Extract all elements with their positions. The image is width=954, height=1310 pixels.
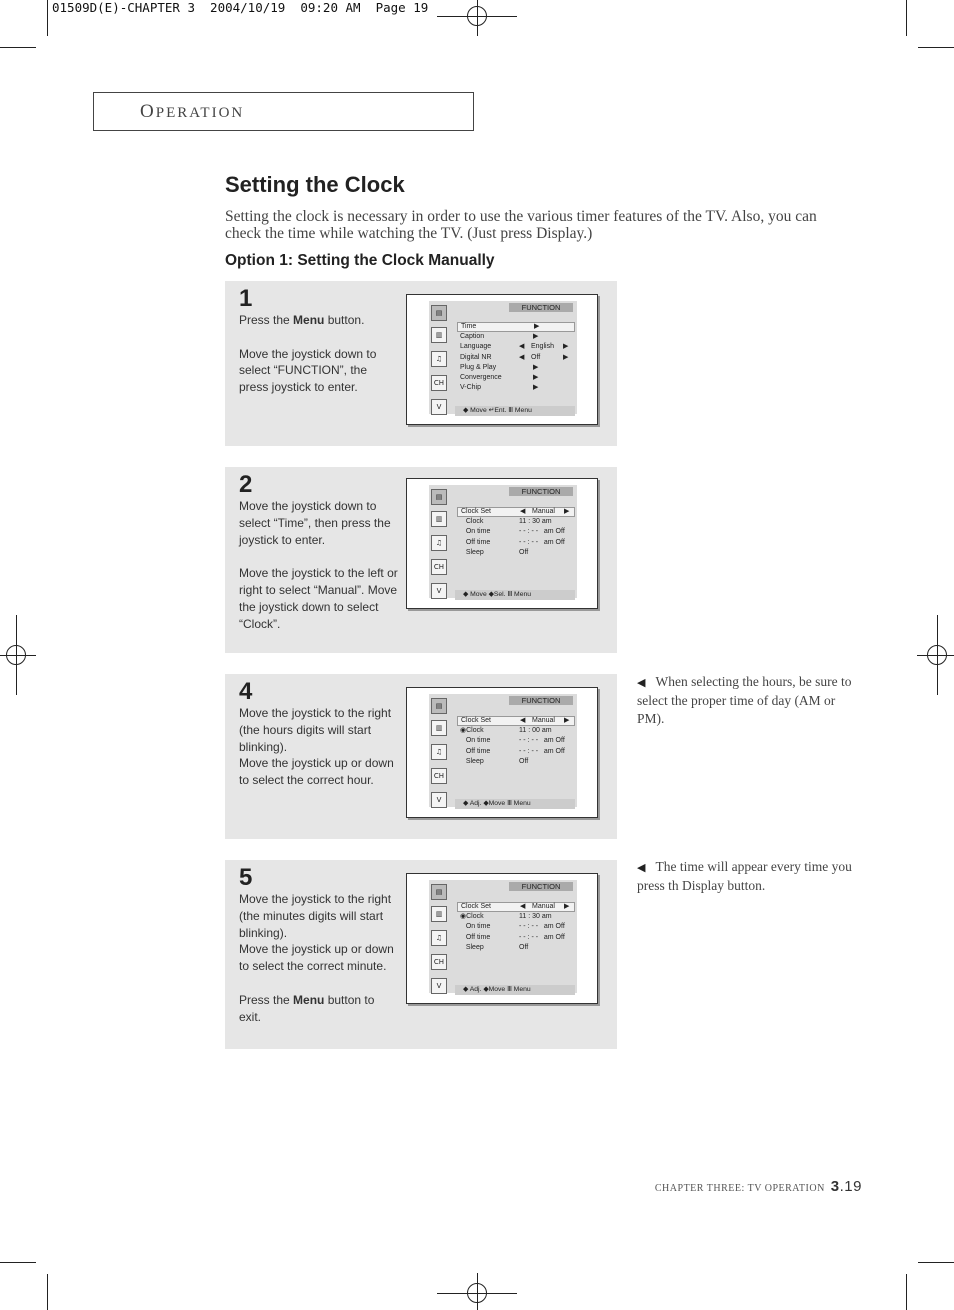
right-arrow-icon: ▶ [533, 333, 539, 341]
option-subtitle: Option 1: Setting the Clock Manually [225, 252, 495, 269]
section-rest: PERATION [155, 105, 245, 121]
crop-mark [918, 1262, 954, 1263]
osd-menu-title: FUNCTION [509, 303, 573, 312]
osd-item-value: Off [531, 353, 541, 361]
print-slug: 01509D(E)-CHAPTER 3 2004/10/19 09:20 AM Page 19 [52, 0, 429, 15]
osd-item-value: Manual [532, 508, 555, 515]
osd-menu-rows [457, 902, 575, 953]
osd-item-label: ◉Clock [460, 913, 484, 921]
instruction-line [239, 992, 399, 1026]
page-number-minor: .19 [839, 1178, 862, 1195]
osd-item-value: Manual [532, 903, 555, 910]
crop-mark [0, 1262, 36, 1263]
step-panel [225, 467, 617, 653]
section-header [140, 101, 244, 123]
osd-item-label: Sleep [460, 943, 484, 951]
step-number: 1 [239, 285, 253, 312]
osd-item-label: Time [461, 323, 477, 330]
function-menu-icon: ♫ [431, 930, 447, 946]
crop-mark [0, 47, 36, 48]
right-arrow-icon: ▶ [564, 508, 570, 515]
instruction-text: Press the [239, 992, 294, 1007]
picture-menu-icon: ▤ [431, 884, 447, 900]
osd-menu-item [457, 538, 575, 548]
note-text: The time will appear every time you press th Display button. [637, 859, 852, 893]
tv-screen-figure [406, 294, 598, 425]
osd-menu-item [457, 363, 575, 373]
crop-mark [918, 47, 954, 48]
sound-menu-icon: ▥ [431, 511, 447, 527]
osd-menu-item [457, 933, 575, 943]
vchip-menu-icon: V [431, 399, 447, 415]
intro-paragraph: Setting the clock is necessary in order to use the various timer features of the TV. Also, you can check the time while watching the TV. (Just press Display.) [225, 208, 817, 242]
osd-item-label: V-Chip [460, 384, 482, 392]
sound-menu-icon: ▥ [431, 327, 447, 343]
button-name: Menu [293, 313, 325, 327]
osd-item-label: Digital NR [460, 353, 492, 361]
sound-menu-icon: ▥ [431, 906, 447, 922]
instruction-text: Move the joystick up or down to select the correct minute. [239, 942, 394, 974]
note-text: When selecting the hours, be sure to select the proper time of day (AM or PM). [637, 674, 852, 726]
osd-menu-title: FUNCTION [509, 882, 573, 891]
osd-menu-item [457, 726, 575, 736]
right-arrow-icon: ▶ [533, 373, 539, 381]
osd-menu-item [457, 373, 575, 383]
step-number: 5 [239, 864, 253, 891]
right-arrow-icon: ▶ [534, 323, 540, 330]
instruction-text: Move the joystick to the right (the minutes digits will start blinking). [239, 892, 392, 940]
osd-item-value: - - : - - am Off [519, 538, 565, 546]
registration-mark-icon [457, 0, 497, 36]
osd-item-value: English [531, 343, 554, 351]
osd-menu-item [457, 736, 575, 746]
osd-help-bar: ◆ Move ↵Ent. Ⅲ Menu [455, 406, 575, 416]
osd-menu-rows [457, 507, 575, 558]
osd-menu-rows [457, 322, 575, 393]
step-panel [225, 281, 617, 446]
section-initial: O [140, 101, 156, 122]
left-arrow-icon: ◀ [520, 508, 526, 515]
paragraph-gap [239, 548, 399, 565]
osd-menu-item [457, 507, 575, 517]
osd-item-label: Off time [460, 933, 491, 941]
tv-screen-figure [406, 873, 598, 1004]
instruction-line [239, 565, 399, 632]
osd-menu-item [457, 716, 575, 726]
osd-item-label: Caption [460, 333, 485, 341]
registration-mark-icon [917, 635, 954, 675]
osd-item-label: ◉Clock [460, 727, 484, 735]
instruction-line [239, 498, 399, 548]
left-arrow-icon: ◀ [520, 717, 526, 724]
osd-menu-title: FUNCTION [509, 696, 573, 705]
osd-menu-item [457, 912, 575, 922]
osd-item-label: Language [460, 343, 492, 351]
step-instructions [239, 891, 399, 1025]
left-arrow-icon: ◀ [520, 903, 526, 910]
channel-menu-icon: CH [431, 768, 447, 784]
instruction-text: Move the joystick up or down to select the correct hour. [239, 756, 394, 788]
function-menu-icon: ♫ [431, 351, 447, 367]
osd-item-label: Sleep [460, 548, 484, 556]
note-display [637, 858, 862, 895]
channel-menu-icon: CH [431, 559, 447, 575]
right-arrow-icon: ▶ [564, 903, 570, 910]
crop-mark [906, 0, 907, 36]
right-arrow-icon: ▶ [563, 353, 569, 361]
step-number: 2 [239, 471, 253, 498]
instruction-text: Move the joystick to the left or right to select “Manual”. Move the joystick down to select “Clock”. [239, 566, 398, 631]
osd-item-label: Clock Set [461, 717, 491, 724]
osd-item-label: Clock Set [461, 903, 491, 910]
osd-item-value: 11 : 00 am [519, 727, 552, 735]
tv-screen-figure [406, 478, 598, 609]
osd-menu-item [457, 353, 575, 363]
page-footer [655, 1178, 862, 1195]
osd-help-bar: ◆ Adj. ◆Move Ⅲ Menu [455, 799, 575, 809]
picture-menu-icon: ▤ [431, 698, 447, 714]
instruction-line [239, 755, 399, 789]
osd-menu-item [457, 747, 575, 757]
sound-menu-icon: ▥ [431, 720, 447, 736]
channel-menu-icon: CH [431, 954, 447, 970]
osd-item-value: Off [519, 943, 529, 951]
step-panel [225, 674, 617, 839]
osd-menu-item [457, 527, 575, 537]
right-arrow-icon: ▶ [533, 363, 539, 371]
crop-mark [906, 1274, 907, 1310]
osd-item-label: Off time [460, 538, 491, 546]
osd-menu-item [457, 332, 575, 342]
osd-item-label: Clock [460, 518, 484, 526]
step-number: 4 [239, 678, 253, 705]
osd-menu-item [457, 342, 575, 352]
right-arrow-icon: ▶ [563, 343, 569, 351]
function-menu-icon: ♫ [431, 744, 447, 760]
osd-item-label: Sleep [460, 757, 484, 765]
note-hours [637, 673, 862, 728]
osd-menu-item [457, 943, 575, 953]
osd-menu-item [457, 548, 575, 558]
channel-menu-icon: CH [431, 375, 447, 391]
osd-item-value: - - : - - am Off [519, 747, 565, 755]
osd-item-label: Off time [460, 747, 491, 755]
crop-mark [47, 1274, 48, 1310]
crop-mark [47, 0, 48, 36]
osd-item-value: - - : - - am Off [519, 933, 565, 941]
osd-menu-title: FUNCTION [509, 487, 573, 496]
chapter-label: CHAPTER THREE: TV OPERATION [654, 1183, 825, 1194]
osd-help-bar: ◆ Move ◆Sel. Ⅲ Menu [455, 590, 575, 600]
left-arrow-icon: ◀ [519, 343, 525, 351]
function-menu-icon: ♫ [431, 535, 447, 551]
pointer-triangle-icon: ◀ [637, 862, 646, 874]
osd-item-value: Off [519, 548, 529, 556]
page-title: Setting the Clock [225, 172, 405, 197]
osd-menu-item [457, 517, 575, 527]
instruction-text: button to exit. [239, 992, 375, 1024]
osd-item-label: Convergence [460, 373, 502, 381]
osd-item-value: - - : - - am Off [519, 737, 565, 745]
picture-menu-icon: ▤ [431, 489, 447, 505]
step-instructions [239, 498, 399, 632]
instruction-text: button. [324, 313, 365, 327]
osd-item-label: Plug & Play [460, 363, 497, 371]
instruction-line [239, 312, 399, 329]
osd-item-label: On time [460, 528, 491, 536]
osd-item-value: - - : - - am Off [519, 528, 565, 536]
registration-mark-icon [0, 635, 36, 675]
instruction-line [239, 346, 399, 396]
paragraph-gap [239, 329, 399, 346]
page-number [831, 1178, 862, 1195]
paragraph-gap [239, 975, 399, 992]
osd-menu-item [457, 322, 575, 332]
registration-mark-icon [457, 1273, 497, 1310]
osd-menu-item [457, 757, 575, 767]
osd-item-value: - - : - - am Off [519, 923, 565, 931]
osd-item-label: On time [460, 737, 491, 745]
osd-item-label: Clock Set [461, 508, 491, 515]
instruction-text: Move the joystick to the right (the hours digits will start blinking). [239, 706, 392, 754]
pointer-triangle-icon: ◀ [637, 677, 646, 689]
instruction-line [239, 705, 399, 755]
osd-menu-item [457, 383, 575, 393]
page-number-major: 3 [830, 1178, 840, 1195]
vchip-menu-icon: V [431, 792, 447, 808]
osd-menu-item [457, 922, 575, 932]
tv-screen-figure [406, 687, 598, 818]
osd-item-value: 11 : 30 am [519, 518, 552, 526]
osd-help-bar: ◆ Adj. ◆Move Ⅲ Menu [455, 985, 575, 995]
osd-menu-item [457, 902, 575, 912]
instruction-text: Press the [239, 313, 294, 327]
vchip-menu-icon: V [431, 978, 447, 994]
osd-item-value: Manual [532, 717, 555, 724]
vchip-menu-icon: V [431, 583, 447, 599]
instruction-text: Move the joystick down to select “FUNCTION”, the press joystick to enter. [239, 346, 377, 395]
osd-item-value: 11 : 30 am [519, 913, 552, 921]
step-panel [225, 860, 617, 1049]
instruction-line [239, 891, 399, 941]
right-arrow-icon: ▶ [564, 717, 570, 724]
instruction-line [239, 941, 399, 975]
button-name: Menu [293, 992, 325, 1007]
step-instructions [239, 705, 399, 789]
right-arrow-icon: ▶ [533, 384, 539, 392]
osd-menu-rows [457, 716, 575, 767]
osd-item-value: Off [519, 757, 529, 765]
picture-menu-icon: ▤ [431, 305, 447, 321]
step-instructions [239, 312, 399, 396]
osd-item-label: On time [460, 923, 491, 931]
left-arrow-icon: ◀ [519, 353, 525, 361]
instruction-text: Move the joystick down to select “Time”, then press the joystick to enter. [239, 499, 391, 547]
